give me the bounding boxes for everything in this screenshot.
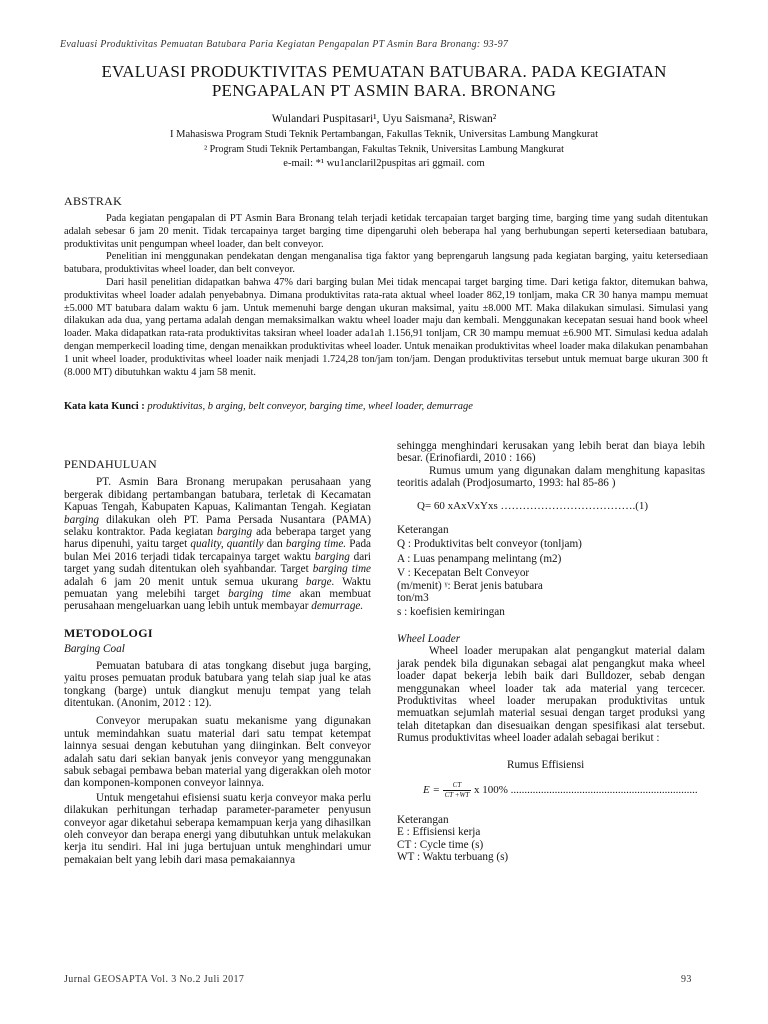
- continued-text: sehingga menghindari kerusakan yang lebih berat dan biaya lebih besar. (Erinofiardi, 2010 : 166): [397, 440, 705, 465]
- formula-2-lhs: E =: [423, 783, 440, 796]
- affiliation-1: I Mahasiswa Program Studi Teknik Pertambangan, Fakullas Teknik, Universitas Lambung Mangkurat: [170, 129, 598, 140]
- keterangan-item-5: ton/m3: [397, 592, 429, 605]
- wheel-loader-subheading: Wheel Loader: [397, 632, 461, 645]
- method-paragraph-3: Untuk mengetahui efisiensi suatu kerja conveyor maka perlu dilakukan perhitungan terhadap parameter-parameter penyusun conveyor agar diketahui seberapa kemampuan kerja yang dihasilkan oleh conveyor dan berapa energi yang dibutuhkan untuk melakukan kerja itu sendiri. Hal ini juga bertujuan untuk menghindari umur pemakaian belt yang lebih dari masa pemakaiannya: [64, 791, 371, 866]
- keywords-line: [64, 401, 708, 412]
- title-line-1: EVALUASI PRODUKTIVITAS PEMUATAN BATUBARA. PADA KEGIATAN: [101, 62, 667, 81]
- paper-title: [60, 62, 708, 100]
- keterangan-item-1: Q : Produktivitas belt conveyor (tonljam): [397, 538, 582, 551]
- keterangan-item-4: (m/menit) ᵞ: Berat jenis batubara: [397, 579, 543, 592]
- right-column: [397, 440, 705, 864]
- formula-2-fraction: [443, 781, 472, 800]
- keywords-label: Kata kata Kunci :: [64, 401, 145, 412]
- left-column: [64, 458, 371, 866]
- abstract-paragraph-2: Penelitian ini menggunakan pendekatan dengan menganalisa tiga faktor yang beprengaruh langsung pada kegiatan barging, yaitu ketersediaan batubara, produktivitas wheel loader, dan belt conveyor.: [64, 251, 708, 276]
- abstract-paragraph-3: Dari hasil penelitian didapatkan bahwa 47% dari barging bulan Mei tidak mencapai target barging time. Dari ketiga faktor, ditemukan bahwa, produktivitas wheel loader adalah penyebabnya. Dimana produktivitas rata-rata aktual wheel loader 862,19 tonljam, maka CR 30 hanya mampu memuat ±5.000 MT batubara dalam waktu 6 jam. Untuk memenuhi barge dengan ukuran maksimal, yaitu ±8.000 MT. Maka dilakukan simulasi. Simulasi yang dilakukan ada dua, yang pertama adalah dengan memaksimalkan waktu wheel loader maju dan kembali. Menggunakan kecepatan sesuai hand book wheel loader. Maka didapatkan rata-rata produktivitas taksiran wheel loader ada1ah 1.156,91 tonljam, CR 30 mampu memuat ±6.900 MT. Simulasi kedua adalah dengan memperkecil loading time, dengan menaikkan produktivitas wheel loader. Untuk menaikan produktivitas wheel loader maka dilakukan penambahan 1 unit wheel loader, produktivitas wheel loader naik menjadi 1.724,28 ton/jam ton/jam. Dengan produktivitas tersebut untuk memuat barge ukuran 300 ft (8.000 MT) dibutuhkan waktu 4 jam 58 menit.: [64, 276, 708, 378]
- keterangan-2-item-3: WT : Waktu terbuang (s): [397, 851, 509, 864]
- barging-coal-subheading: Barging Coal: [64, 643, 125, 656]
- keterangan-item-3: V : Kecepatan Belt Conveyor: [397, 567, 530, 580]
- wheel-loader-paragraph: Wheel loader merupakan alat pengangkut material dalam jarak pendek bila digunakan sebagai alat pengangkut maka wheel loader dapat bekerja lebih baik dari Bulldozer, sebab dengan menggunakan wheel loader tak ada material yang tercecer. Produktivitas wheel loader merupakan produktivitas untuk memuatkan sejumlah material sesuai dengan target produksi yang telah ditetapkan dan disesuaikan dengan spesifikasi alat tersebut. Rumus produktivitas wheel loader adalah sebagai berikut :: [397, 645, 705, 745]
- keterangan-item-6: s : koefisien kemiringan: [397, 606, 505, 619]
- authors: Wulandari Puspitasari¹, Uyu Saismana², Riswan²: [271, 113, 497, 125]
- formula-2-rest: x 100% ....................................................................: [473, 783, 698, 796]
- keywords-text: produktivitas, b arging, belt conveyor, barging time, wheel loader, demurrage: [147, 401, 473, 412]
- formula-2: [397, 781, 705, 800]
- intro-paragraph: PT. Asmin Bara Bronang merupakan perusahaan yang bergerak dibidang pertambangan batubara, terletak di Kecamatan Kapuas Tengah, Kabupaten Kapuas, Kalimantan Tengah. Kegiatan barging dilakukan oleh PT. Pama Persada Nusantara (PAMA) selaku kontraktor. Pada kegiatan barging ada beberapa target yang harus dipenuhi, yaitu target quality, quantily dan barging time. Pada bulan Mei 2016 terjadi tidak tercapainya target waktu barging dari target yang sudah ditentukan oleh syahbandar. Target barging time adalah 6 jam 20 menit untuk semua ukurang barge. Waktu pemuatan yang melebihi target barging time akan membuat perusahaan mengeluarkan uang lebih untuk membayar demurrage.: [64, 476, 371, 613]
- affiliation-2: ² Program Studi Teknik Pertambangan, Fakultas Teknik, Universitas Lambung Mangkurat: [204, 144, 564, 155]
- formula-2-numerator: CT: [443, 781, 472, 791]
- abstract-paragraph-1: Pada kegiatan pengapalan di PT Asmin Bara Bronang telah terjadi ketidak tercapaian target barging time, barging time yang sudah ditentukan adalah sebesar 6 jam 20 menit. Tidak tercapainya target barging time dipengaruhi oleh beberapa hal yang berhubungan seperti ketersediaan batubara, produktivitas unit pengumpan wheel loader, dan belt conveyor.: [64, 213, 708, 250]
- running-header: Evaluasi Produktivitas Pemuatan Batubara Paria Kegiatan Pengapalan PT Asmin Bara Bronang: 93-97: [60, 39, 509, 50]
- formula-2-denominator: CT +WT: [444, 790, 470, 799]
- footer-journal: Jurnal GEOSAPTA Vol. 3 No.2 Juli 2017: [64, 974, 245, 985]
- title-line-2: PENGAPALAN PT ASMIN BARA. BRONANG: [211, 81, 557, 100]
- email: e-mail: *¹ wu1anclaril2puspitas ari ggmail. com: [283, 158, 485, 169]
- formula-1: Q= 60 xAxVxYxs ……………………………….(1): [417, 499, 649, 512]
- keterangan-item-2: A : Luas penampang melintang (m2): [397, 552, 562, 565]
- keterangan-2-heading: Keterangan: [397, 813, 449, 826]
- abstract-heading: ABSTRAK: [64, 194, 123, 208]
- intro-heading: PENDAHULUAN: [64, 457, 157, 471]
- keterangan-heading: Keterangan: [397, 524, 449, 537]
- method-heading: METODOLOGI: [64, 625, 153, 640]
- keterangan-2-item-1: E : Effisiensi kerja: [397, 826, 481, 839]
- formula-2-title: Rumus Effisiensi: [507, 758, 585, 771]
- formula-intro: Rumus umum yang digunakan dalam menghitung kapasitas teoritis adalah (Prodjosumarto, 1993: hal 85-86 ): [397, 464, 705, 490]
- keterangan-2-item-2: CT : Cycle time (s): [397, 838, 484, 851]
- abstract-body: [64, 213, 708, 379]
- method-paragraph-1: Pemuatan batubara di atas tongkang disebut juga barging, yaitu proses pemuatan produk batubara yang telah siap jual ke atas tongkang (barge) untuk diangkut menuju tempat yang telah ditentukan. (Anonim, 2012 : 12).: [64, 659, 371, 709]
- method-paragraph-2: Conveyor merupakan suatu mekanisme yang digunakan untuk memindahkan suatu material dari satu tempat ketempat lainnya sesuai dengan kebutuhan yang diinginkan. Belt conveyor adalah satu dari sekian banyak jenis conveyor yang menggunakan sabuk sebagai pembawa beban material yang digerakkan oleh motor dan komponen-komponen conveyor lainnya.: [64, 715, 371, 790]
- footer-page-number: 93: [681, 974, 692, 985]
